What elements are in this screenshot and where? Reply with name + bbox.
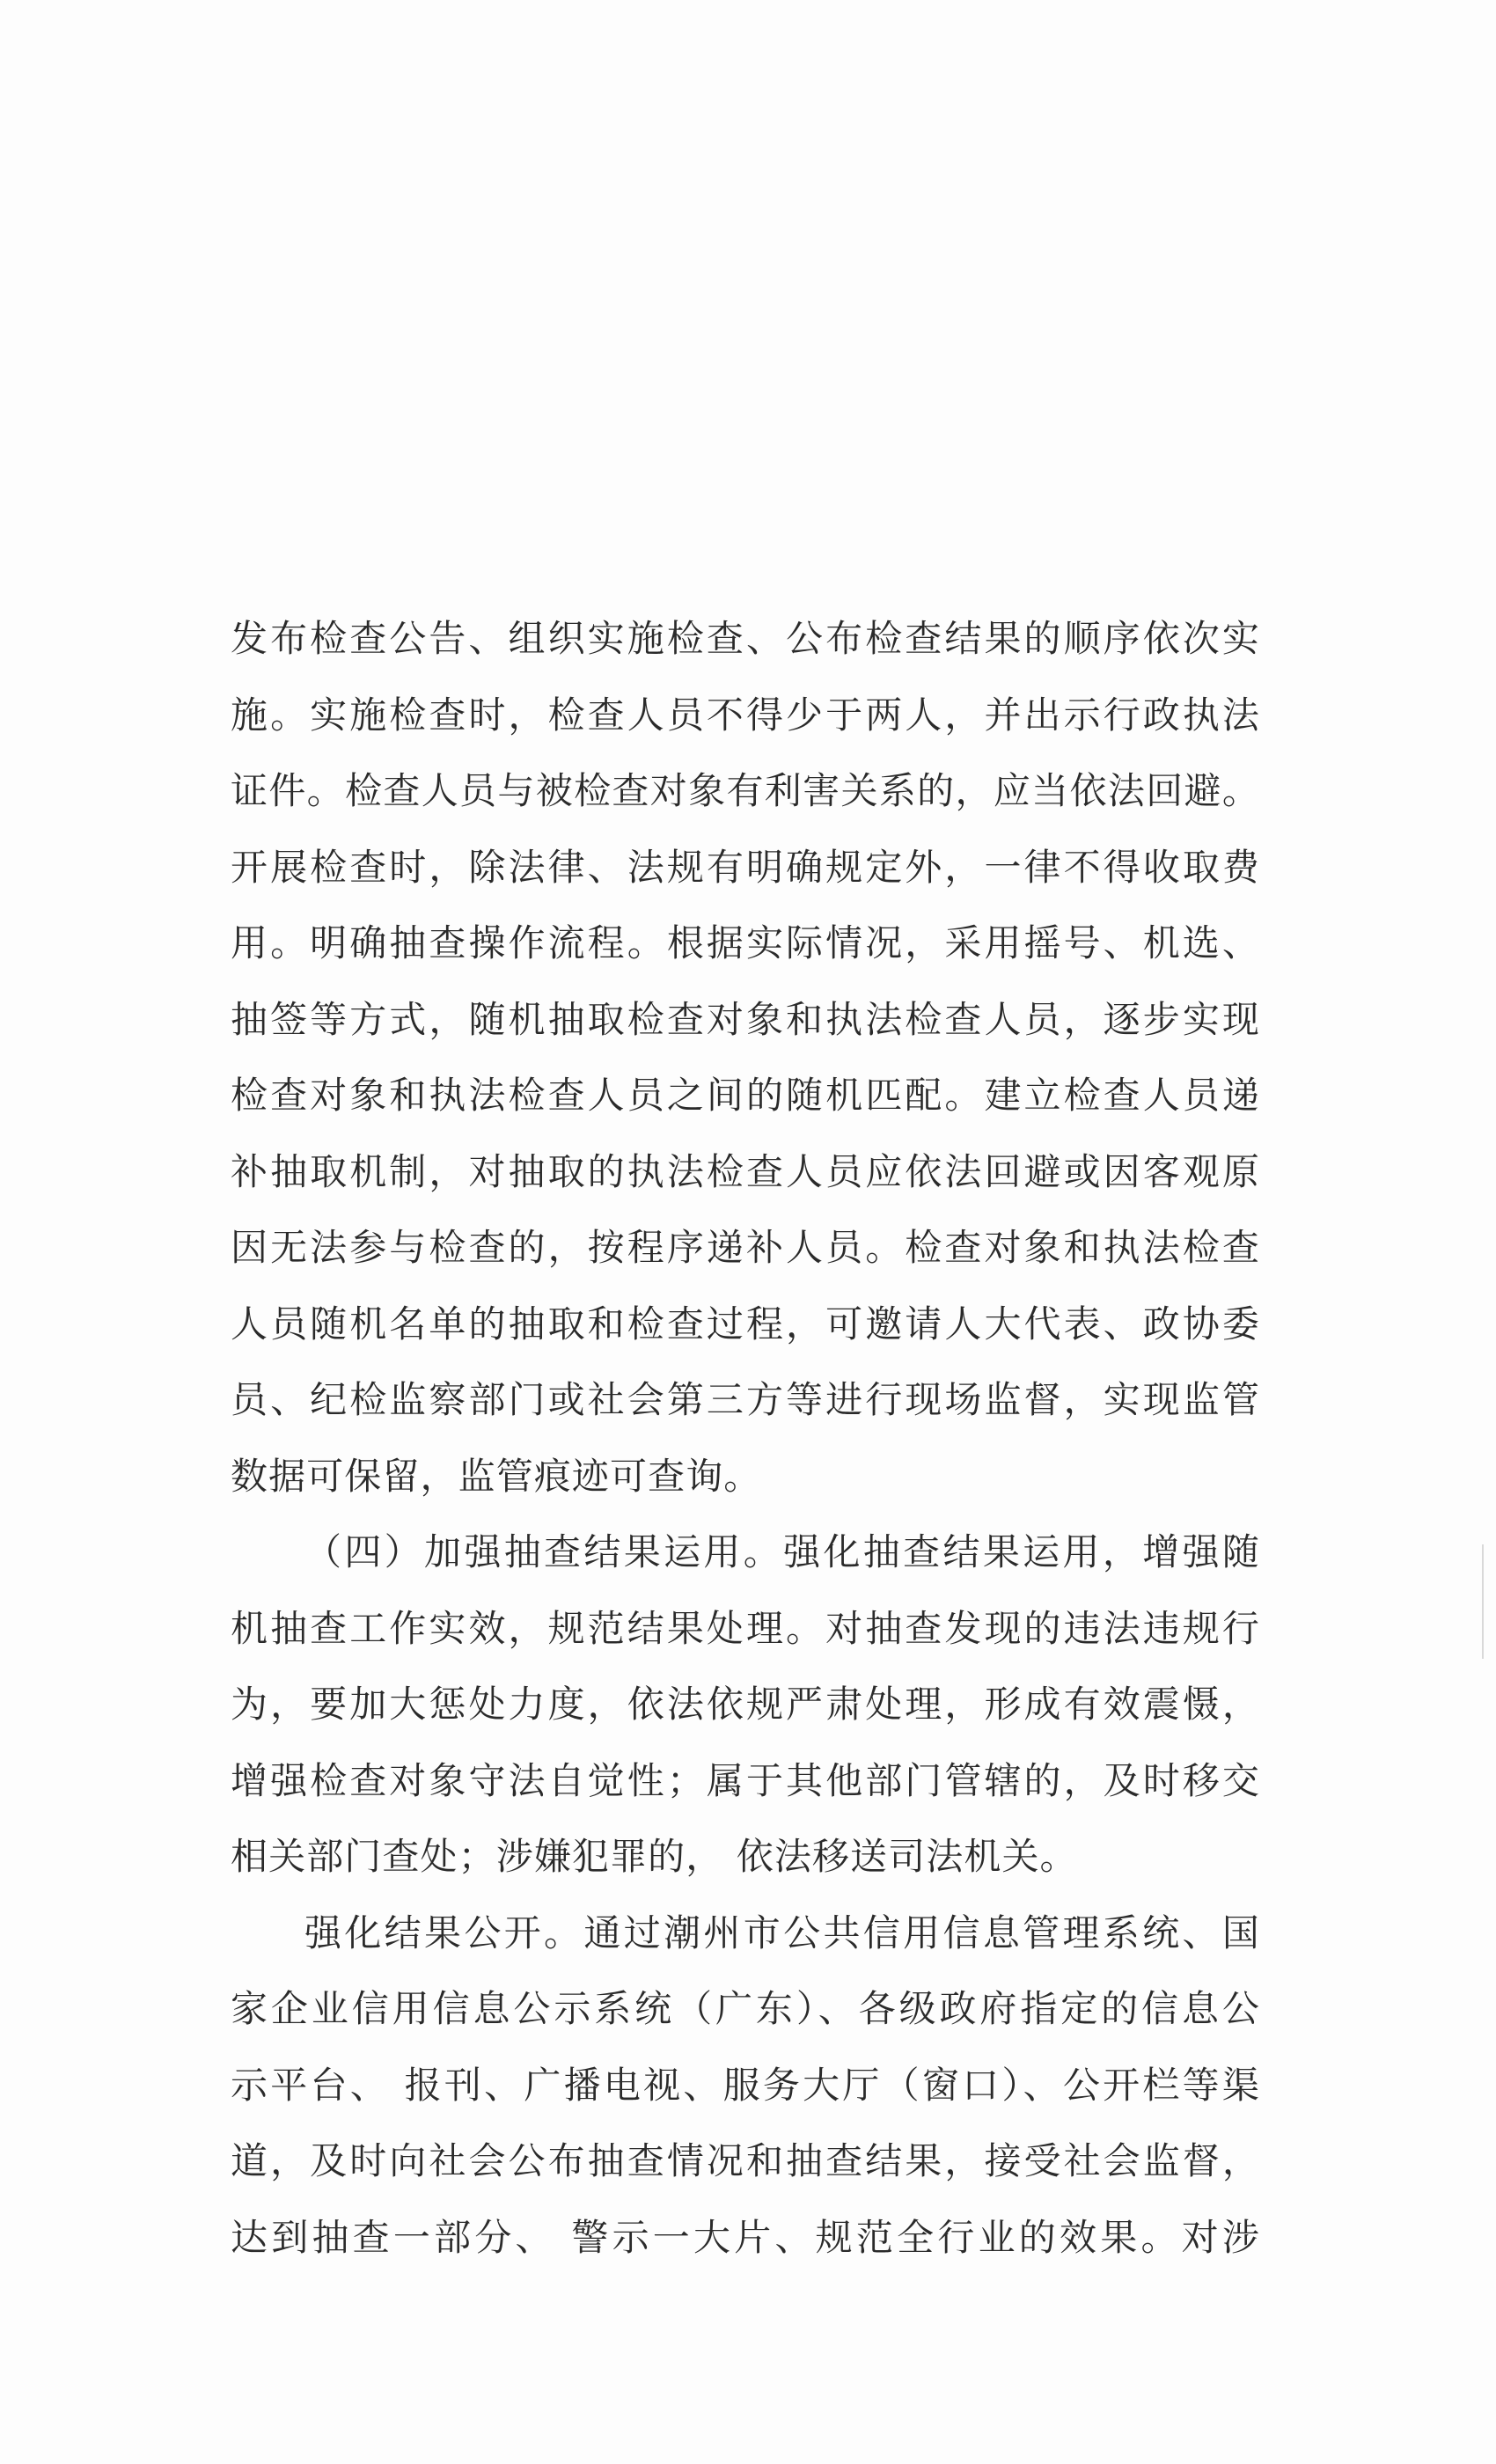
text-line: 人员随机名单的抽取和检查过程，可邀请人大代表、政协委 [231,1302,1260,1346]
text-line: 抽签等方式，随机抽取检查对象和执法检查人员，逐步实现 [231,997,1260,1041]
text-line: 相关部门查处；涉嫌犯罪的， 依法移送司法机关。 [231,1835,1078,1878]
text-line: 数据可保留，监管痕迹可查询。 [231,1454,762,1498]
section-heading-line: （四）加强抽查结果运用。强化抽查结果运用，增强随 [304,1530,1260,1573]
text-line: 补抽取机制，对抽取的执法检查人员应依法回避或因客观原 [231,1149,1260,1193]
text-line: 检查对象和执法检查人员之间的随机匹配。建立检查人员递 [231,1074,1260,1117]
text-line: 示平台、 报刊、广播电视、服务大厅（窗口）、公开栏等渠 [231,2063,1260,2107]
text-line: 因无法参与检查的，按程序递补人员。检查对象和执法检查 [231,1226,1260,1269]
text-line: 用。明确抽查操作流程。根据实际情况，采用摇号、机选、 [231,921,1260,964]
text-line: 证件。检查人员与被检查对象有利害关系的，应当依法回避。 [231,769,1260,812]
text-line: 家企业信用信息公示系统（广东）、各级政府指定的信息公 [231,1987,1260,2030]
text-line: 机抽查工作实效，规范结果处理。对抽查发现的违法违规行 [231,1606,1260,1650]
text-line: 增强检查对象守法自觉性；属于其他部门管辖的，及时移交 [231,1758,1260,1802]
text-line: 道，及时向社会公布抽查情况和抽查结果，接受社会监督， [231,2139,1260,2182]
text-line: 员、纪检监察部门或社会第三方等进行现场监督，实现监管 [231,1378,1260,1421]
paragraph-first-line: 强化结果公开。通过潮州市公共信用信息管理系统、国 [304,1910,1260,1954]
text-line: 发布检查公告、组织实施检查、公布检查结果的顺序依次实 [231,617,1260,660]
text-line: 为，要加大惩处力度，依法依规严肃处理，形成有效震慑， [231,1683,1260,1726]
text-line: 施。实施检查时，检查人员不得少于两人，并出示行政执法 [231,693,1260,737]
scan-edge-mark [1482,1544,1484,1659]
text-line: 达到抽查一部分、 警示一大片、规范全行业的效果。对涉 [231,2215,1260,2259]
text-line: 开展检查时，除法律、法规有明确规定外，一律不得收取费 [231,845,1260,889]
body-text [231,601,1260,2276]
